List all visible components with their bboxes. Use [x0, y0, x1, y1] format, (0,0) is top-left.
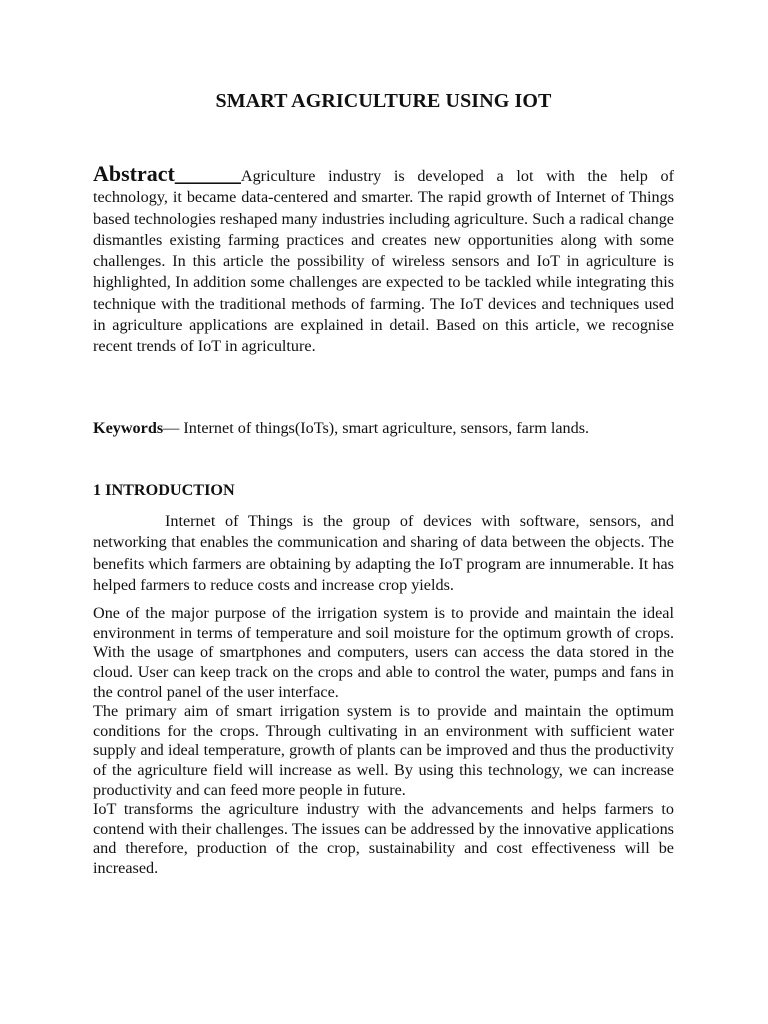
abstract-text: Agriculture industry is developed a lot with the help of technology, it became data-centered and smarter. The rapid growth of Internet of Things based technologies reshaped many industries including agriculture. Such a radical change dismantles existing farming practices and creates new opportunities along with some challenges. In this article the possibility of wireless sensors and IoT in agriculture is highlighted, In addition some challenges are expected to be tackled while integrating this technique with the traditional methods of farming. The IoT devices and techniques used in agriculture applications are explained in detail. Based on this article, we recognise recent trends of IoT in agriculture.: [93, 167, 674, 356]
paper-title: SMART AGRICULTURE USING IOT: [215, 90, 552, 112]
introduction-body: [93, 511, 674, 879]
keywords-text: — Internet of things(IoTs), smart agriculture, sensors, farm lands.: [163, 419, 590, 437]
intro-paragraph: IoT transforms the agriculture industry with the advancements and helps farmers to contend with their challenges. The issues can be addressed by the innovative applications and therefore, production of the crop, sustainability and cost effectiveness will be increased.: [93, 800, 674, 877]
intro-paragraph: Internet of Things is the group of devices with software, sensors, and networking that enables the communication and sharing of data between the objects. The benefits which farmers are obtaining by adapting the IoT program are innumerable. It has helped farmers to reduce costs and increase crop yields.: [93, 512, 674, 594]
intro-paragraph: The primary aim of smart irrigation system is to provide and maintain the optimum conditions for the crops. Through cultivating in an environment with sufficient water supply and ideal temperature, growth of plants can be improved and thus the productivity of the agriculture field will increase as well. By using this technology, we can increase productivity and can feed more people in future.: [93, 702, 674, 799]
abstract-label: Abstract: [93, 161, 175, 186]
keywords-label: Keywords: [93, 419, 164, 437]
abstract-separator: ______: [174, 161, 241, 186]
keywords-line: [93, 418, 674, 439]
intro-paragraph: One of the major purpose of the irrigation system is to provide and maintain the ideal environment in terms of temperature and soil moisture for the optimum growth of crops. With the usage of smartphones and computers, users can access the data stored in the cloud. User can keep track on the crops and able to control the water, pumps and fans in the control panel of the user interface.: [93, 604, 674, 701]
section-heading-introduction: 1 INTRODUCTION: [93, 481, 235, 499]
abstract-paragraph: [93, 163, 674, 358]
